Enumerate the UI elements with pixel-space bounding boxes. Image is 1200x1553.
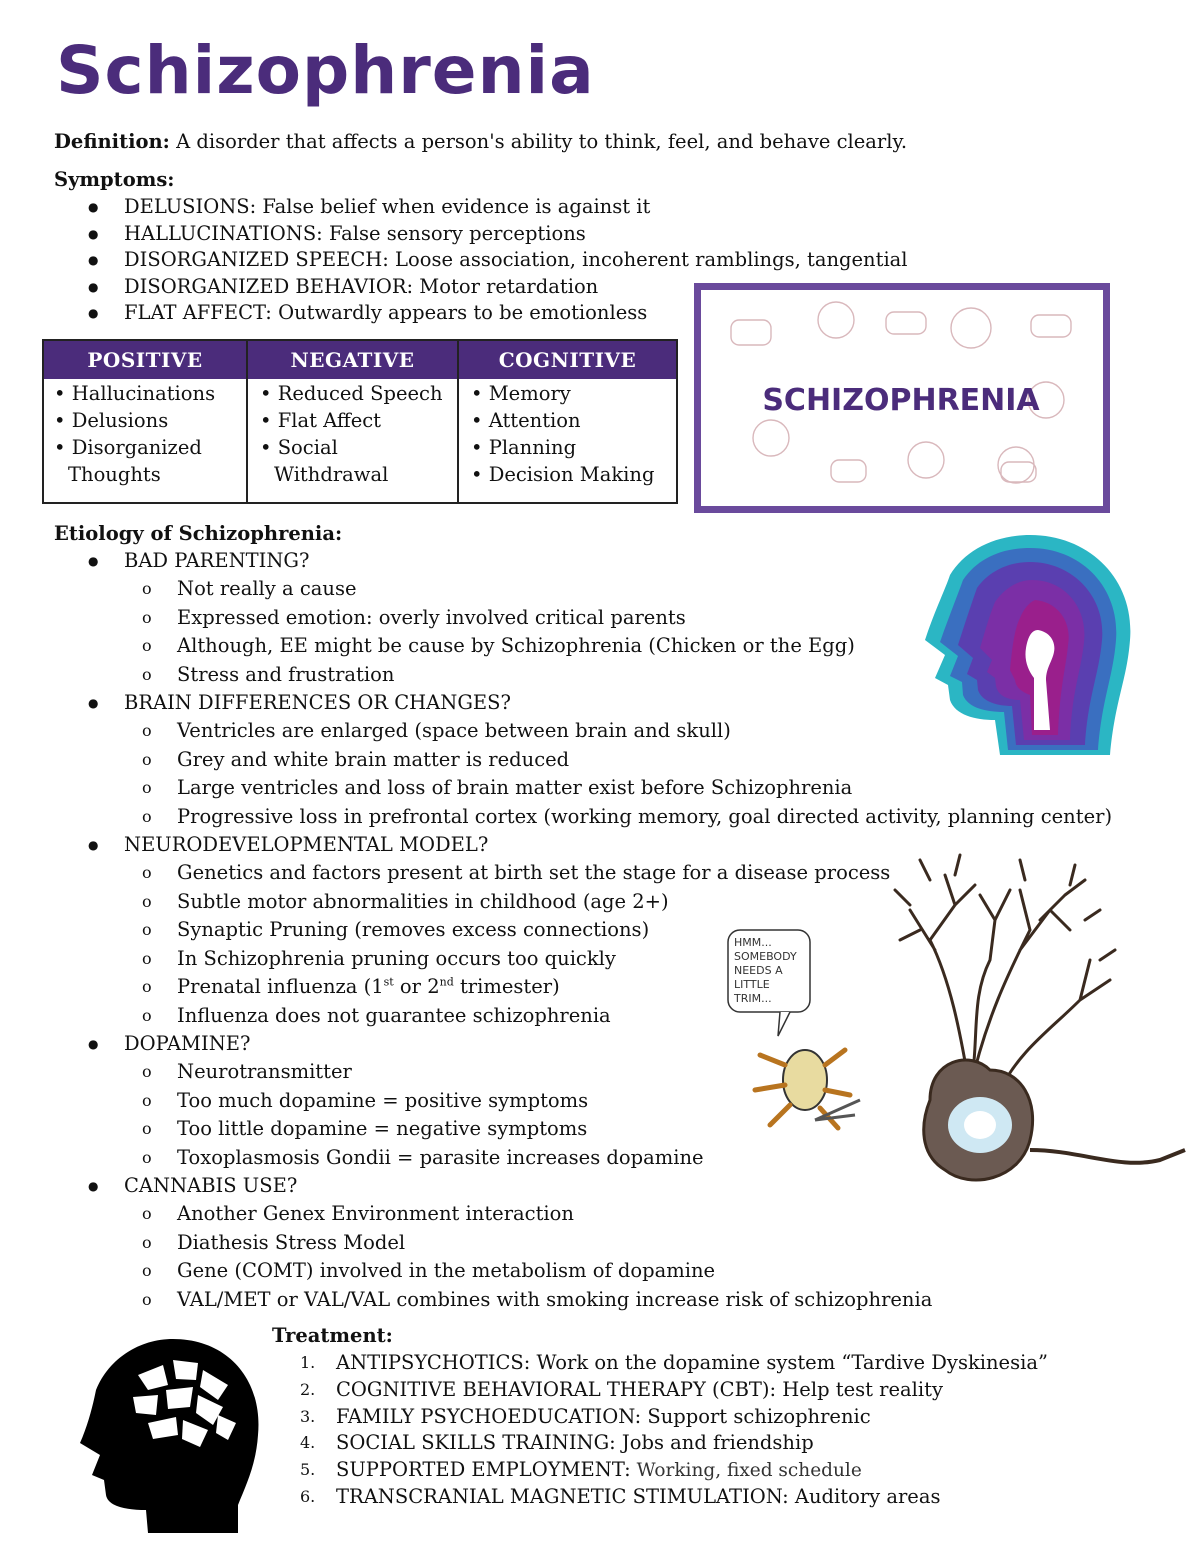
treatment-number: 2. <box>300 1379 316 1399</box>
table-cell: • Disorganized Thoughts <box>54 436 202 486</box>
treatment-text: ANTIPSYCHOTICS: Work on the dopamine system “Tardive Dyskinesia” <box>336 1351 1048 1374</box>
etiology-item: o Diathesis Stress Model <box>54 1229 1112 1258</box>
table-header-negative: NEGATIVE <box>248 341 457 379</box>
symptom-item: ● FLAT AFFECT: Outwardly appears to be emotionless <box>54 300 908 327</box>
etiology-item: o Gene (COMT) involved in the metabolism of dopamine <box>54 1257 1112 1286</box>
table-cell: • Social Withdrawal <box>260 436 389 486</box>
etiology-item: o Too much dopamine = positive symptoms <box>54 1087 1112 1116</box>
treatment-text: TRANSCRANIAL MAGNETIC STIMULATION: Auditory areas <box>336 1484 941 1508</box>
etiology-item: o Prenatal influenza (1st or 2nd trimester) <box>54 973 1112 1002</box>
table-cell: • Decision Making <box>471 463 655 486</box>
table-header-positive: POSITIVE <box>44 341 246 379</box>
treatment-extra: Working, fixed schedule <box>630 1460 862 1482</box>
etiology-item: o Synaptic Pruning (removes excess connections) <box>54 916 1112 945</box>
treatment-list <box>272 1350 1048 1511</box>
definition-label: Definition: <box>54 130 170 153</box>
table-cell: • Hallucinations <box>54 382 216 405</box>
etiology-item: o Expressed emotion: overly involved critical parents <box>54 604 1112 633</box>
treatment-number: 4. <box>300 1433 316 1453</box>
treatment-item <box>272 1430 1048 1457</box>
treatment-text: SOCIAL SKILLS TRAINING: Jobs and friendship <box>336 1431 814 1455</box>
table-header-cognitive: COGNITIVE <box>459 341 676 379</box>
etiology-item: o Subtle motor abnormalities in childhood (age 2+) <box>54 888 1112 917</box>
treatment-text: FAMILY PSYCHOEDUCATION: Support schizophrenic <box>336 1404 871 1428</box>
etiology-item: o Neurotransmitter <box>54 1058 1112 1087</box>
table-column-positive <box>44 379 246 502</box>
table-column-negative <box>250 379 456 502</box>
schizophrenia-illustration <box>694 283 1110 513</box>
treatment-number: 1. <box>300 1353 316 1372</box>
table-divider <box>457 341 459 502</box>
table-cell: • Attention <box>471 409 581 432</box>
brain-head-icon <box>78 1335 268 1535</box>
etiology-section-title: ● DOPAMINE? <box>54 1030 1112 1058</box>
etiology-item: o Ventricles are enlarged (space between brain and skull) <box>54 717 1112 746</box>
treatment-item <box>272 1484 1048 1511</box>
treatment-number: 3. <box>300 1406 316 1426</box>
symptoms-heading: Symptoms: <box>54 168 175 191</box>
etiology-item: o Too little dopamine = negative symptoms <box>54 1115 1112 1144</box>
etiology-item: o Genetics and factors present at birth set the stage for a disease process <box>54 859 1112 888</box>
table-cell: • Delusions <box>54 409 169 432</box>
table-cell: • Memory <box>471 382 571 405</box>
etiology-item: o Stress and frustration <box>54 661 1112 690</box>
treatment-item <box>272 1377 1048 1404</box>
etiology-item: o Grey and white brain matter is reduced <box>54 746 1112 775</box>
treatment-number: 5. <box>300 1460 316 1480</box>
definition <box>54 130 907 153</box>
treatment-item <box>272 1404 1048 1431</box>
symptom-item: ● HALLUCINATIONS: False sensory perceptions <box>54 221 908 248</box>
etiology-item: o Progressive loss in prefrontal cortex (working memory, goal directed activity, planning center) <box>54 803 1112 832</box>
table-cell: • Planning <box>471 436 577 459</box>
definition-text: A disorder that affects a person's ability to think, feel, and behave clearly. <box>169 130 908 153</box>
etiology-item: o Influenza does not guarantee schizophrenia <box>54 1002 1112 1031</box>
illustration-title: SCHIZOPHRENIA <box>762 383 1040 418</box>
etiology-item: o Large ventricles and loss of brain matter exist before Schizophrenia <box>54 774 1112 803</box>
symptom-table <box>42 339 678 504</box>
treatment-heading: Treatment: <box>272 1324 393 1347</box>
treatment-text: SUPPORTED EMPLOYMENT: <box>336 1458 631 1482</box>
etiology-item: o Toxoplasmosis Gondii = parasite increases dopamine <box>54 1144 1112 1173</box>
doodle-icon <box>701 290 1103 506</box>
table-cell: • Reduced Speech <box>260 382 443 405</box>
treatment-item <box>272 1350 1048 1377</box>
etiology-item: o Another Genex Environment interaction <box>54 1200 1112 1229</box>
treatment-number: 6. <box>300 1486 316 1506</box>
symptom-item: ● DISORGANIZED BEHAVIOR: Motor retardation <box>54 274 908 301</box>
etiology-section-title: ● BAD PARENTING? <box>54 547 1112 575</box>
etiology-item: o In Schizophrenia pruning occurs too quickly <box>54 945 1112 974</box>
symptom-item: ● DELUSIONS: False belief when evidence is against it <box>54 194 908 221</box>
etiology-heading: Etiology of Schizophrenia: <box>54 522 343 545</box>
table-divider <box>246 341 248 502</box>
etiology-list <box>54 547 1112 1314</box>
etiology-item: o Although, EE might be cause by Schizophrenia (Chicken or the Egg) <box>54 632 1112 661</box>
etiology-item: o VAL/MET or VAL/VAL combines with smoking increase risk of schizophrenia <box>54 1286 1112 1315</box>
page-title: Schizophrenia <box>56 32 595 109</box>
symptom-item: ● DISORGANIZED SPEECH: Loose association, incoherent ramblings, tangential <box>54 247 908 274</box>
speech-bubble-text: HMM... SOMEBODY NEEDS A LITTLE TRIM... <box>734 936 797 1005</box>
treatment-item <box>272 1457 1048 1484</box>
table-cell: • Flat Affect <box>260 409 382 432</box>
table-column-cognitive <box>461 379 676 502</box>
etiology-section-title: ● CANNABIS USE? <box>54 1172 1112 1200</box>
etiology-item: o Not really a cause <box>54 575 1112 604</box>
treatment-text: COGNITIVE BEHAVIORAL THERAPY (CBT): Help test reality <box>336 1377 943 1401</box>
etiology-section-title: ● NEURODEVELOPMENTAL MODEL? <box>54 831 1112 859</box>
etiology-section-title: ● BRAIN DIFFERENCES OR CHANGES? <box>54 689 1112 717</box>
